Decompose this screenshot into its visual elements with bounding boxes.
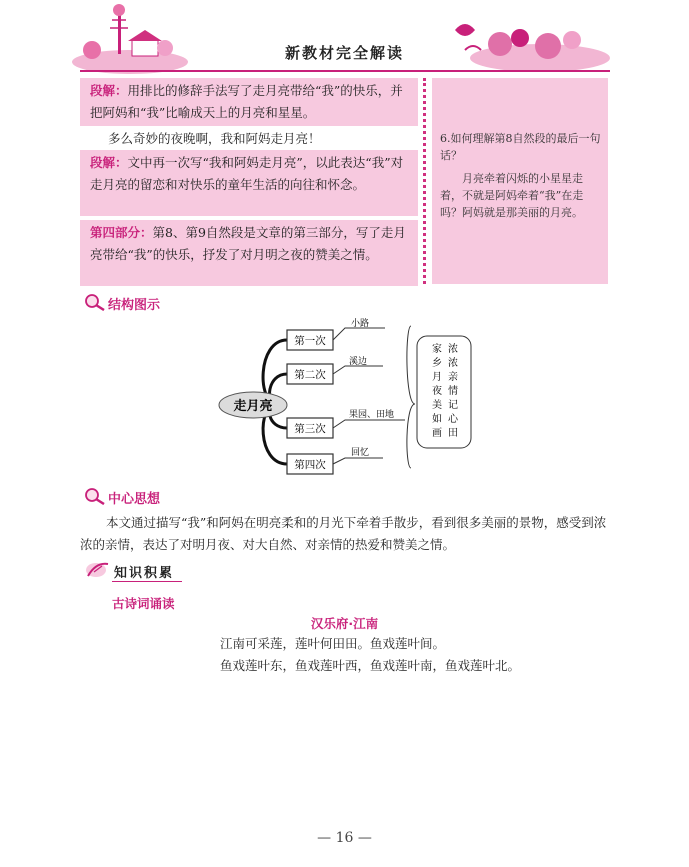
branch-node: [287, 364, 333, 384]
branch-label: 第二次: [294, 369, 326, 381]
page-number: — 16 —: [317, 830, 372, 846]
branch-label: 第三次: [294, 423, 326, 435]
poem-line-1: 江南可采莲，莲叶何田田。鱼戏莲叶间。: [220, 636, 446, 651]
section-structure-title: 结构图示: [108, 298, 161, 313]
poem-title: 汉乐府·江南: [310, 616, 379, 631]
section-knowledge-title: 知识积累: [114, 566, 175, 581]
header-rule: [80, 70, 610, 72]
quote-line: 多么奇妙的夜晚啊，我和阿妈走月亮！: [108, 131, 321, 146]
summary-char: 心: [448, 414, 458, 425]
summary-char: 乡: [432, 358, 442, 369]
summary-char: 情: [448, 386, 458, 397]
summary-char: 月: [432, 372, 442, 383]
analysis-text: 文中再一次写“我和阿妈走月亮”，以此表达“我”对走月亮的留恋和对快乐的童年生活的向往和怀念。: [90, 155, 404, 192]
side-answer: 月亮牵着闪烁的小星星走着，不就是阿妈牵着“我”在走吗？阿妈就是那美丽的月亮。: [440, 172, 584, 219]
summary-char: 如: [432, 414, 442, 425]
part-label: 第四部分：: [90, 225, 153, 240]
summary-char: 浓: [448, 358, 458, 369]
summary-char: 田: [448, 428, 458, 439]
summary-char: 记: [448, 400, 458, 411]
magnifier-icon: [84, 293, 106, 311]
leaf-label: 回忆: [351, 448, 370, 458]
branch-node: [287, 418, 333, 438]
center-idea-text: 本文通过描写“我”和阿妈在明亮柔和的月光下牵着手散步，看到很多美丽的景物，感受到浓浓的亲情，表达了对明月夜、对大自然、对亲情的热爱和赞美之情。: [80, 515, 607, 552]
analysis-text: 用排比的修辞手法写了走月亮带给“我”的快乐，并把阿妈和“我”比喻成天上的月亮和星星。: [90, 83, 403, 120]
summary-char: 浓: [448, 344, 458, 355]
branch-label: 第四次: [294, 459, 326, 471]
poem-line-2: 鱼戏莲叶东，鱼戏莲叶西，鱼戏莲叶南，鱼戏莲叶北。: [220, 658, 521, 673]
summary-char: 画: [432, 428, 442, 439]
summary-char: 家: [432, 344, 442, 355]
quill-icon: [84, 560, 114, 580]
leaf-label: 小路: [351, 319, 370, 329]
header-decoration-icon: [0, 0, 689, 78]
summary-char: 夜: [432, 386, 442, 397]
mind-map: [215, 318, 485, 483]
knowledge-underline: [112, 581, 182, 582]
poem-section-subtitle: 古诗词诵读: [112, 596, 175, 611]
summary-box: [417, 336, 471, 448]
leaf-label: 果园、田地: [349, 410, 395, 420]
branch-label: 第一次: [294, 335, 326, 347]
magnifier-icon: [84, 487, 106, 505]
analysis-block-3: [80, 220, 418, 286]
header-title: 新教材完全解读: [284, 44, 404, 62]
page-header: [0, 0, 689, 78]
center-node-label: 走月亮: [233, 399, 273, 414]
part-text: 第8、第9自然段是文章的第三部分，写了走月亮带给“我”的快乐，抒发了对月明之夜的赞美之情。: [90, 225, 406, 262]
branch-node: [287, 454, 333, 474]
summary-char: 亲: [448, 372, 458, 383]
section-center-title: 中心思想: [108, 492, 161, 507]
branch-node: [287, 330, 333, 350]
summary-char: 美: [432, 400, 442, 411]
summary-column-1: [432, 343, 442, 439]
side-question: 6.如何理解第8自然段的最后一句话？: [440, 132, 601, 162]
analysis-block-1: [80, 78, 418, 126]
leaf-label: 溪边: [349, 357, 368, 367]
analysis-label: 段解：: [90, 83, 128, 98]
analysis-label: 段解：: [90, 155, 128, 170]
column-divider: [423, 78, 426, 284]
analysis-block-2: [80, 150, 418, 216]
